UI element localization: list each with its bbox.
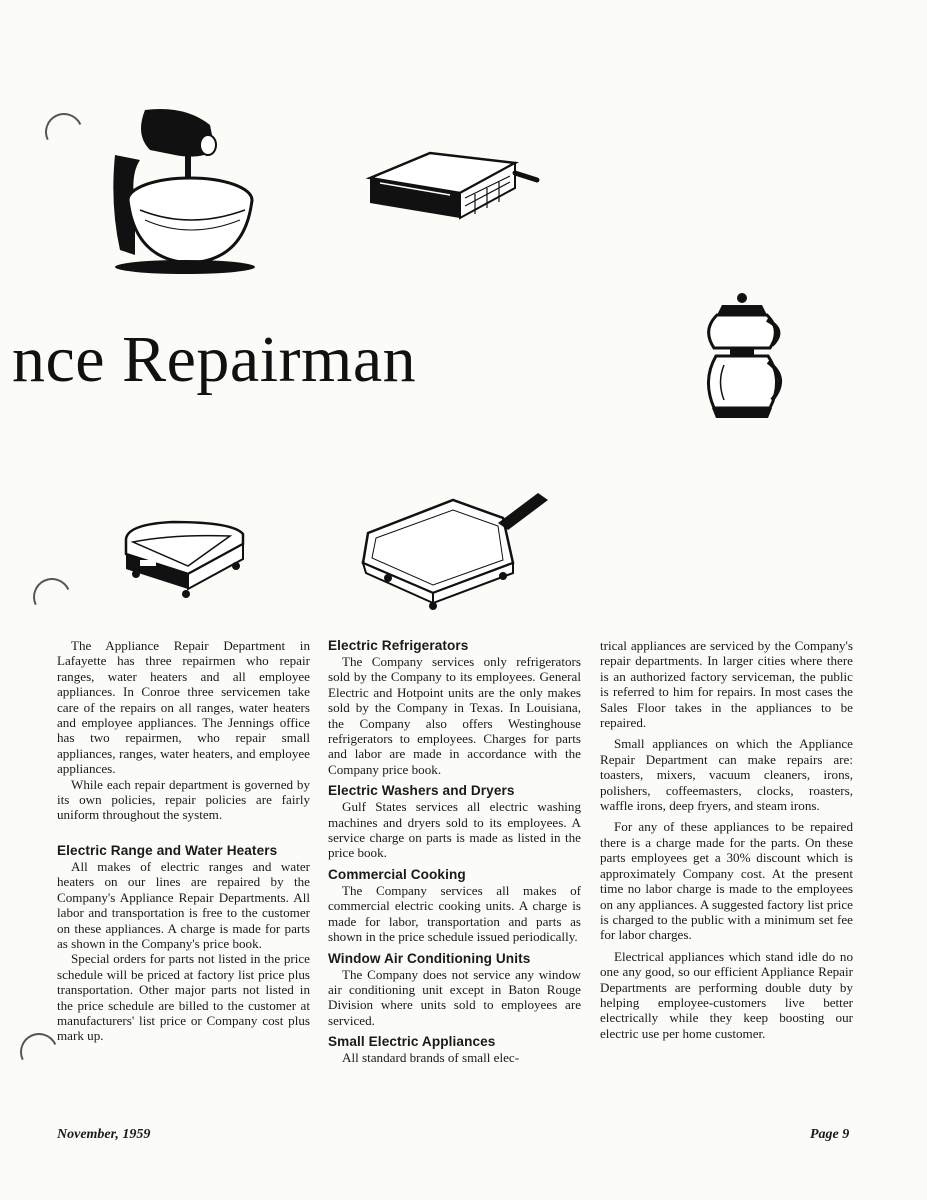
paragraph: The Company services all makes of commercial electric cooking units. A charge is made for labor, transportation and parts as shown in the price schedule issued periodically. [328,882,581,945]
paragraph: Gulf States services all electric washing machines and dryers sold to its employees. A service charge on parts is made as listed in the price book. [328,799,581,861]
paragraph: All makes of electric ranges and water heaters on our lines are repaired by the Company's Appliance Repair Departments. All labor and transportation is free to the customer on these appliances. A charge is made for parts as shown in the Company's price book. [57,858,310,951]
electric-skillet-illustration [358,488,553,613]
section-heading: Electric Washers and Dryers [328,783,515,799]
paragraph: All standard brands of small elec- [342,1050,520,1066]
paragraph: The Appliance Repair Department in Lafayette has three repairmen who repair ranges, water heaters and all employee appliances. In Conroe three servicemen take care of the repairs on all ranges, water heaters and employee appliances. The Jennings office has two repairmen, who repair small appliances, ranges, water heaters, and employee appliances. [57,638,310,777]
text-column-3 [600,638,853,1041]
section-heading: Window Air Conditioning Units [328,950,531,966]
paragraph: The Company services only refrigerators sold by the Company to its employees. General Electric and Hotpoint units are the only makes sold by the Company in Texas. In Louisiana, the Company also offers Westinghouse refrigerators to employees. Charges for parts and labor are made in accordance with the Company price book. [328,654,581,777]
footer-date: November, 1959 [57,1127,151,1142]
paragraph: Electrical appliances which stand idle do no one any good, so our efficient Appliance Repair Departments are performing double duty by helping employee-customers live better electrically while they keep boosting our electric use per home customer. [600,948,853,1041]
paragraph: Small appliances on which the Appliance Repair Department can make repairs are: toasters, mixers, vacuum cleaners, irons, polishers, coffeemasters, clocks, roasters, waffle irons, deep fryers, and steam irons. [600,736,853,814]
binder-hole-middle [28,573,77,622]
section-heading: Small Electric Appliances [328,1034,496,1050]
waffle-iron-illustration [118,514,248,599]
text-column-2 [328,638,581,1066]
paragraph: The Company does not service any window air conditioning unit except in Baton Rouge Division where units sold to employees are serviced. [328,966,581,1028]
paragraph: Special orders for parts not listed in the price schedule will be priced at factory list price plus transportation. Other major parts not listed in the price schedule are billed to the customer at manufacturers' list price or Company cost plus mark up. [57,951,310,1044]
section-heading: Electric Range and Water Heaters [57,842,278,858]
coffeemaster-illustration [702,290,792,425]
footer-page-number: Page 9 [810,1127,850,1142]
section-heading: Electric Refrigerators [328,638,469,653]
paragraph: For any of these appliances to be repaired there is a charge made for the parts. On these parts employees get a 30% discount which is approximately Company cost. At the present time no labor charge is made to the employees on any appliances. A suggested factory list price is charged to the public with a minimum set fee for labor charges. [600,819,853,943]
electric-grill-illustration [365,148,543,228]
section-heading: Commercial Cooking [328,866,466,882]
binder-hole-top [40,108,89,157]
text-column-1 [57,638,310,1044]
stand-mixer-illustration [105,105,260,275]
page-title: nce Repairman [12,323,417,396]
paragraph: trical appliances are serviced by the Company's repair departments. In larger cities where there is an authorized factory serviceman, the public is referred to him for repairs. In most cases the Sales Floor takes in the appliances to be repaired. [600,638,853,731]
paragraph: While each repair department is governed by its own policies, repair policies are fairly uniform throughout the system. [57,776,310,823]
